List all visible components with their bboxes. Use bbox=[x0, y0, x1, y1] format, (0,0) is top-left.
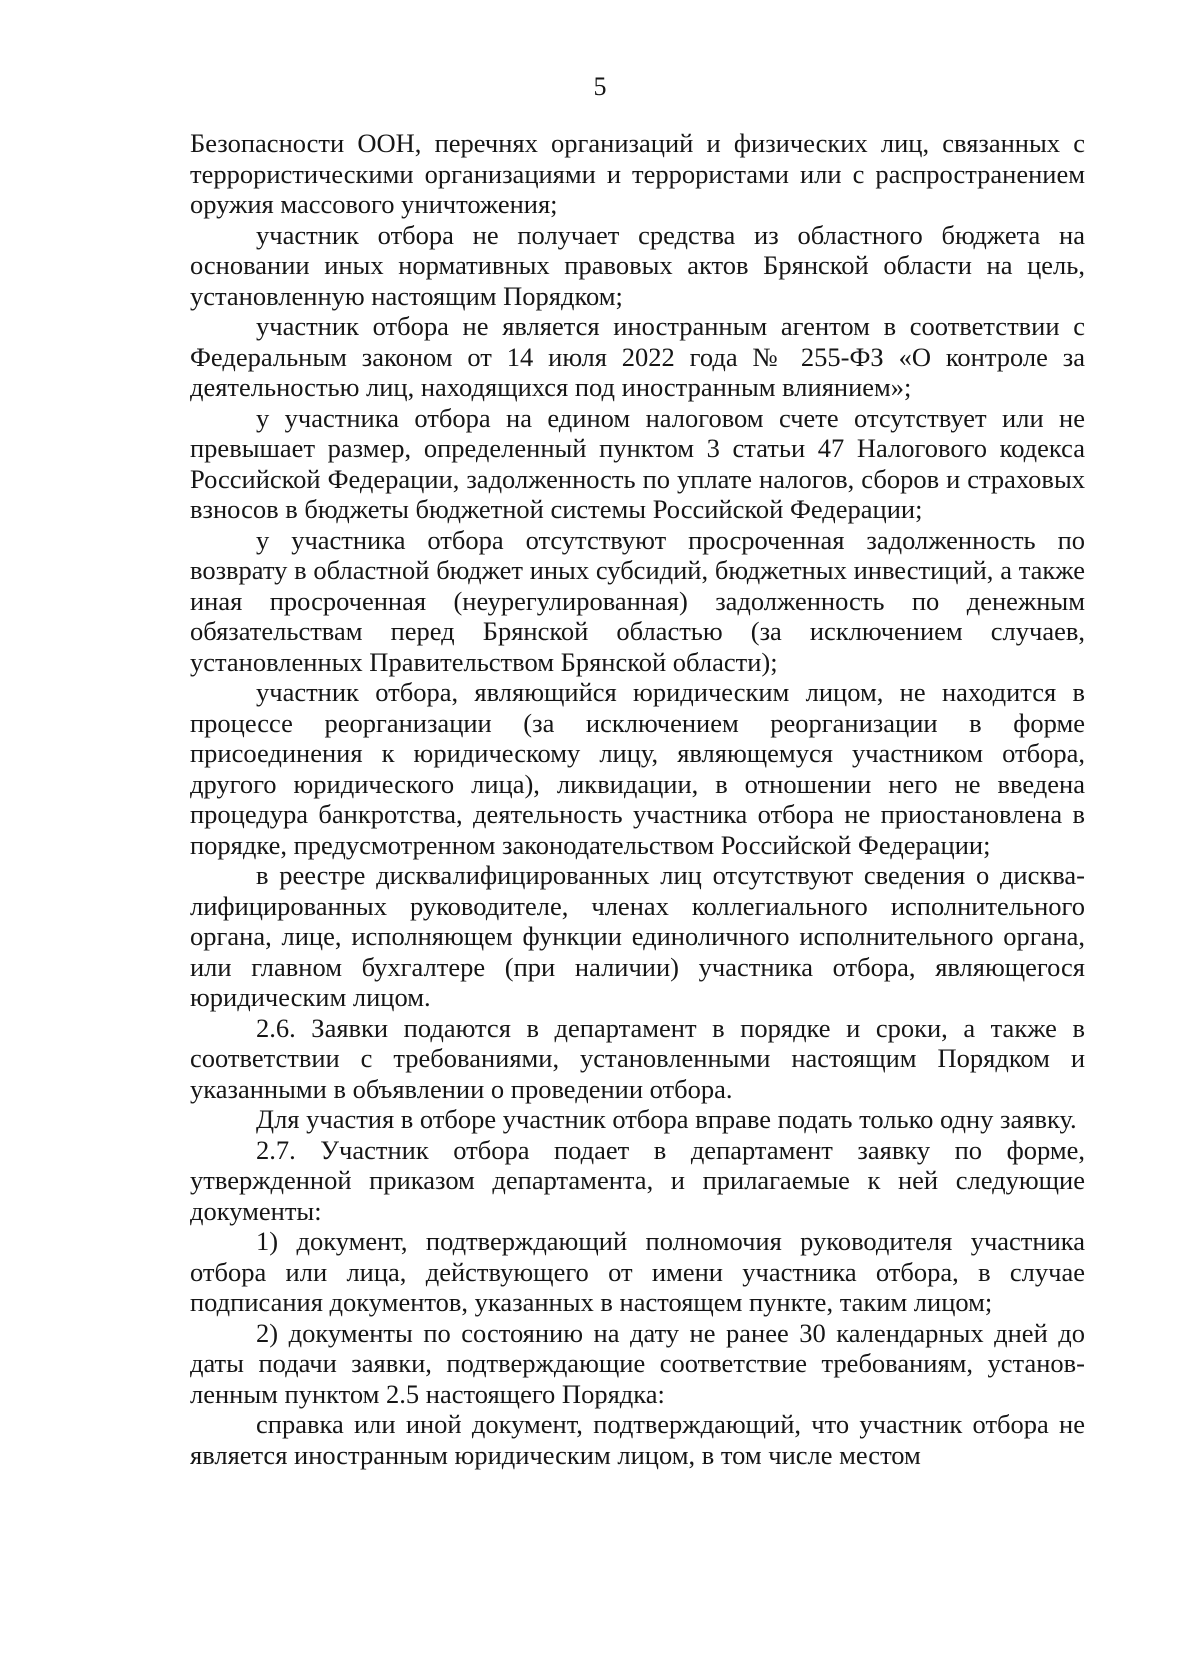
paragraph-item-2-documents: 2) документы по состоянию на дату не ранее 30 календарных дней до даты подачи заявки, подтверждающие соответствие требованиям, установленным пунктом 2.5 настоящего Порядка: bbox=[190, 1317, 1085, 1409]
document-body bbox=[190, 128, 1085, 1470]
paragraph-not-foreign-agent: участник отбора не является иностранным агентом в соответствии с Федеральным законом от 14 июля 2022 года № 255-ФЗ «О контроле за деятельностью лиц, находящихся под иностранным влиянием»; bbox=[190, 311, 1085, 402]
paragraph-certificate-not-foreign: справка или иной документ, подтверждающий, что участник отбора не является иностранным юридическим лицом, в том числе местом bbox=[190, 1409, 1085, 1470]
paragraph-2-6-applications: 2.6. Заявки подаются в департамент в порядке и сроки, а также в соответствии с требованиями, установленными настоящим Порядком и указанными в объявлении о проведении отбора. bbox=[190, 1012, 1085, 1104]
paragraph-overdue-debt: у участника отбора отсутствуют просроченная задолженность по возврату в областной бюджет иных субсидий, бюджетных инвестиций, а также иная просроченная (неурегулированная) задолженность по денежным обязательствам перед Брянской областью (за исключением случаев, установленных Правительством Брянской области); bbox=[190, 524, 1085, 677]
page-number: 5 bbox=[593, 72, 607, 101]
paragraph-disqualified-persons: в реестре дисквалифицированных лиц отсутствуют сведения о дисквалифицированных руководителе, членах коллегиального исполнительного органа, лице, исполняющем функции единоличного исполнительного органа, или главном бухгалтере (при наличии) участника отбора, являющегося юридическим лицом. bbox=[190, 860, 1085, 1012]
paragraph-one-application: Для участия в отборе участник отбора вправе подать только одну заявку. bbox=[256, 1104, 1077, 1134]
paragraph-tax-debt: у участника отбора на едином налоговом счете отсутствует или не превышает размер, определенный пунктом 3 статьи 47 Налогового кодекса Российской Федерации, задолженность по уплате налогов, сборов и страховых взносов в бюджеты бюджетной системы Российской Федерации; bbox=[190, 402, 1085, 524]
paragraph-2-7-documents: 2.7. Участник отбора подает в департамент заявку по форме, утвержденной приказом департамента, и прилагаемые к ней следующие документы: bbox=[190, 1134, 1085, 1226]
paragraph-no-regional-funds: участник отбора не получает средства из областного бюджета на основании иных нормативных правовых актов Брянской области на цель, установленную настоящим Порядком; bbox=[190, 219, 1085, 311]
paragraph-no-reorganization: участник отбора, являющийся юридическим лицом, не находится в процессе реорганизации (за исключением реорганизации в форме присоединения к юридическому лицу, являющемуся участником отбора, другого юридического лица), ликвидации, в отношении него не введена процедура банкротства, деятельность участника отбора не приостановлена в порядке, предусмотренном законодательством Российской Федерации; bbox=[190, 677, 1085, 860]
paragraph-item-1-authority: 1) документ, подтверждающий полномочия руководителя участника отбора или лица, действующего от имени участника отбора, в случае подписания документов, указанных в настоящем пункте, таким лицом; bbox=[190, 1226, 1085, 1317]
paragraph-un-security-lists: Безопасности ООН, перечнях организаций и физических лиц, связанных с террористическими организациями и террористами или с распространением оружия массового уничтожения; bbox=[190, 128, 1085, 219]
